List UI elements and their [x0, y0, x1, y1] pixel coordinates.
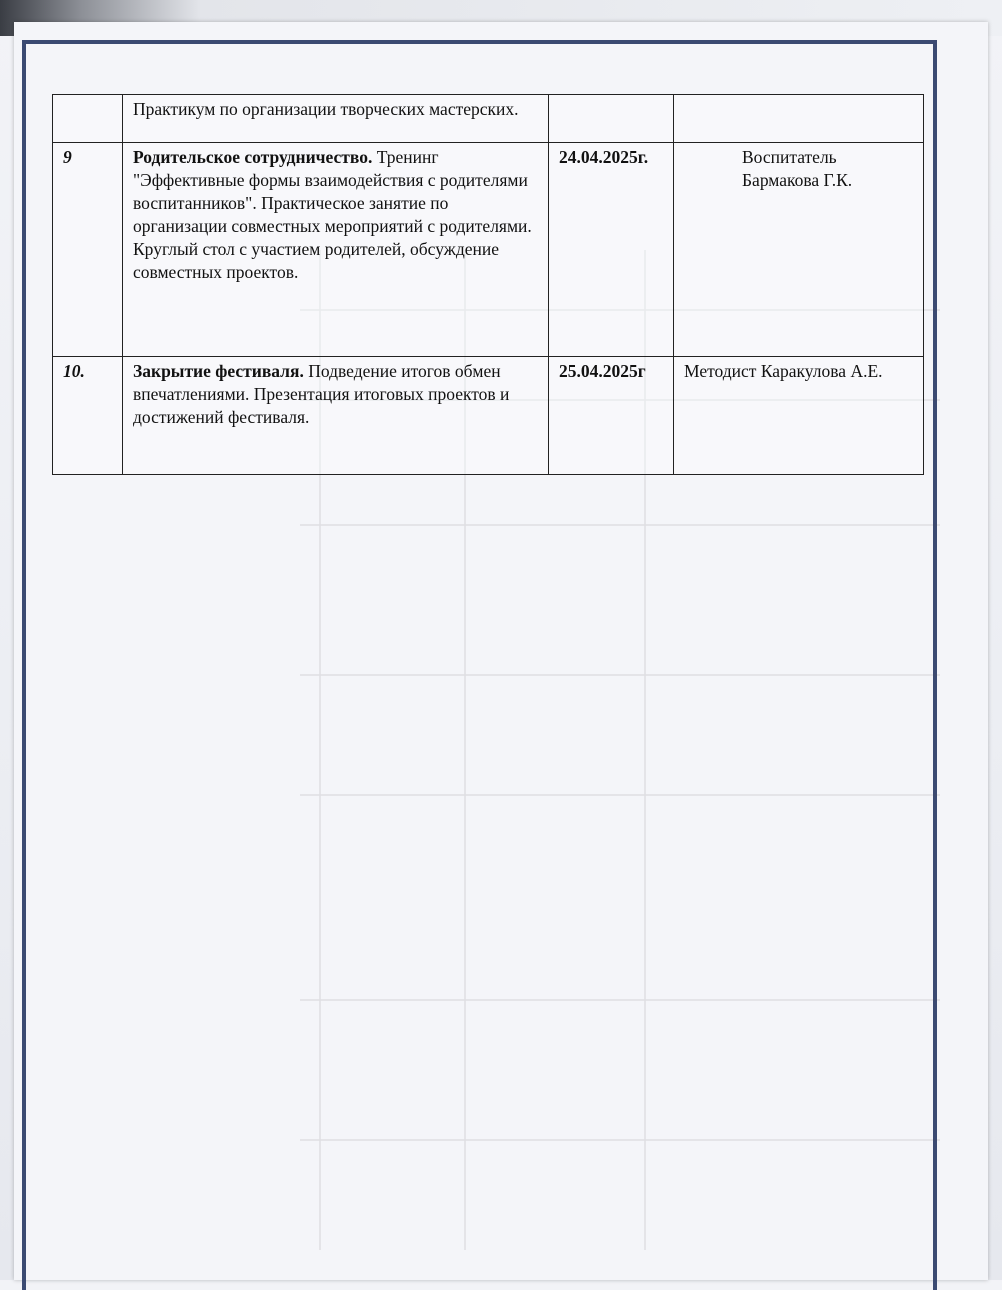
row-date: 24.04.2025г. — [549, 143, 674, 357]
row-responsible: Воспитатель Бармакова Г.К. — [674, 143, 924, 357]
row-responsible: Методист Каракулова А.Е. — [674, 357, 924, 475]
row-date: 25.04.2025г — [549, 357, 674, 475]
row-topic — [123, 143, 549, 357]
row-number — [53, 95, 123, 143]
row-number: 9 — [53, 143, 123, 357]
table-row — [53, 95, 924, 143]
schedule-table — [52, 94, 924, 475]
table-row — [53, 143, 924, 357]
topic-description: Подведение итогов обмен впечатлениями. Презентация итоговых проектов и достижений фестиваля. — [133, 361, 510, 427]
row-responsible — [674, 95, 924, 143]
row-date — [549, 95, 674, 143]
topic-description: Практикум по организации творческих мастерских. — [133, 99, 519, 119]
row-number: 10. — [53, 357, 123, 475]
topic-title: Родительское сотрудничество. — [133, 147, 373, 167]
row-topic — [123, 95, 549, 143]
topic-description: Тренинг "Эффективные формы взаимодействия с родителями воспитанников". Практическое занятие по организации совместных мероприятий с родителями. Круглый стол с участием родителей, обсуждение совместных проектов. — [133, 147, 532, 282]
table-row — [53, 357, 924, 475]
topic-title: Закрытие фестиваля. — [133, 361, 304, 381]
row-topic — [123, 357, 549, 475]
